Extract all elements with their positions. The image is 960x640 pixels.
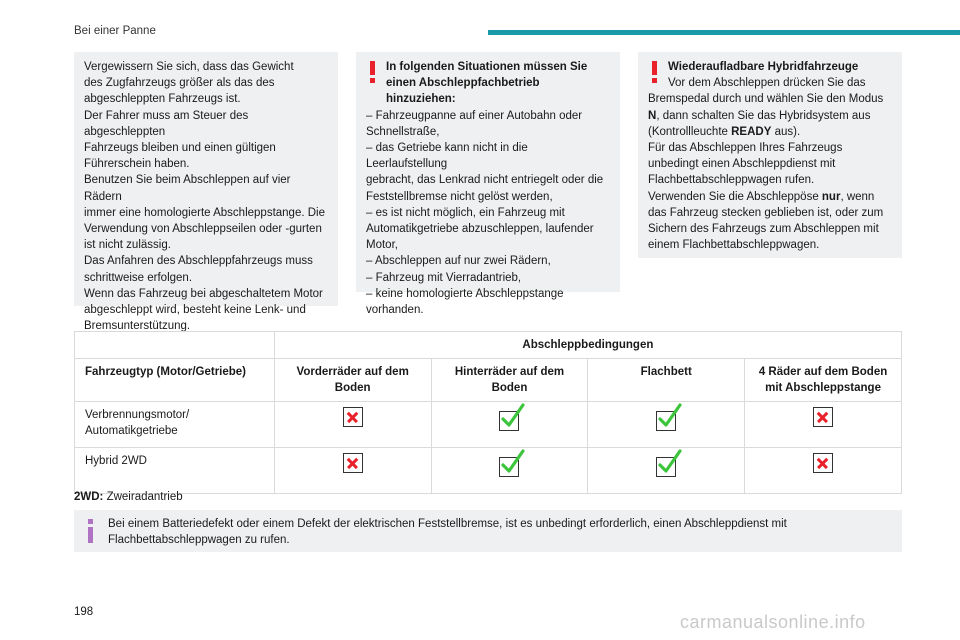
text-line: vorhanden. (366, 304, 424, 317)
text-line: einem Flachbettabschleppwagen. (648, 239, 820, 252)
text-line: abgeschleppten Fahrzeugs ist. (84, 93, 241, 106)
check-icon (656, 411, 676, 431)
info-text: Bei einem Batteriedefekt oder einem Defekt der elektrischen Feststellbremse, ist es unbedingt erforderlich, einen Abschleppdienst mit Flachbettabschleppwagen zu rufen. (108, 518, 787, 547)
text-line: Motor, (366, 239, 398, 252)
text-line (648, 108, 892, 124)
text-line: gebracht, das Lenkrad nicht entriegelt oder die (366, 174, 604, 187)
text-span: Verwenden Sie die Abschleppöse (648, 190, 822, 203)
footnote-text: Zweiradantrieb (103, 491, 183, 503)
text-line: Benutzen Sie beim Abschleppen auf vier Rädern (84, 174, 291, 203)
warning-icon (370, 61, 376, 83)
nur-label: nur (821, 190, 841, 203)
mark-cell (274, 448, 431, 494)
text-line: – das Getriebe kann nicht in die Leerlaufstellung (366, 142, 528, 171)
ready-label: READY (731, 125, 772, 138)
text-line: Wenn das Fahrzeug bei abgeschaltetem Motor (84, 287, 323, 300)
row-label: Verbrennungsmotor/ Automatikgetriebe (75, 402, 275, 448)
info-box (74, 510, 902, 552)
text-line: ist nicht zulässig. (84, 239, 171, 252)
table-row (75, 448, 902, 494)
text-line: Für das Abschleppen Ihres Fahrzeugs (648, 142, 843, 155)
mark-cell (274, 402, 431, 448)
text-line: das Fahrzeug stecken geblieben ist, oder zum (648, 206, 884, 219)
professional-towing-warning-box (356, 52, 620, 317)
text-line: Automatikgetriebe abzuschleppen, laufender (366, 223, 594, 236)
header-accent-bar (488, 30, 960, 35)
mark-cell (431, 402, 588, 448)
hybrid-warning-box (638, 52, 902, 258)
cross-icon (343, 407, 363, 427)
text-line: Flachbettabschleppwagen rufen. (648, 174, 815, 187)
towing-advice-box (74, 52, 338, 333)
group-header: Abschleppbedingungen (274, 332, 901, 359)
mark-cell (745, 448, 902, 494)
text-span: (Kontrollleuchte (648, 125, 732, 138)
text-line: – Fahrzeugpanne auf einer Autobahn oder (366, 109, 583, 122)
col-header-vehicle-type: Fahrzeugtyp (Motor/Getriebe) (75, 359, 275, 402)
text-line: des Zugfahrzeugs größer als das des (84, 77, 275, 90)
text-line: Vor dem Abschleppen drücken Sie das (668, 77, 866, 90)
section-header: Bei einer Panne (74, 25, 156, 37)
col-header-flatbed: Flachbett (588, 359, 745, 402)
towing-conditions-table (74, 331, 902, 494)
mark-cell (588, 402, 745, 448)
check-icon (499, 411, 519, 431)
text-line: Bremspedal durch und wählen Sie den Modus (648, 93, 884, 106)
cross-icon (813, 453, 833, 473)
text-line: Sichern des Fahrzeugs zum Abschleppen mit (648, 223, 879, 236)
row-label: Hybrid 2WD (75, 448, 275, 494)
warning-title: einen Abschleppfachbetrieb hinzuziehen: (386, 77, 540, 106)
text-line: Das Anfahren des Abschleppfahrzeugs muss (84, 255, 313, 268)
text-line: abgeschleppt wird, besteht keine Lenk- und (84, 304, 306, 317)
warning-title: In folgenden Situationen müssen Sie (386, 61, 588, 73)
text-line: Führerschein haben. (84, 158, 190, 171)
footnote (74, 491, 183, 503)
text-line: Schnellstraße, (366, 125, 440, 138)
text-span: , wenn (840, 190, 875, 203)
table-row (75, 402, 902, 448)
warning-icon (652, 61, 658, 83)
warning-title: Wiederaufladbare Hybridfahrzeuge (668, 61, 859, 73)
mode-n-label: N (648, 109, 657, 122)
check-icon (656, 457, 676, 477)
text-line: Der Fahrer muss am Steuer des abgeschleppten (84, 109, 249, 138)
table-corner-cell (75, 332, 275, 359)
watermark: carmanualsonline.info (680, 612, 866, 632)
info-icon (88, 519, 93, 543)
footnote-term: 2WD: (74, 491, 104, 503)
cross-icon (343, 453, 363, 473)
text-line: Verwendung von Abschleppseilen oder -gurten (84, 223, 322, 236)
mark-cell (745, 402, 902, 448)
text-line (648, 189, 892, 205)
check-icon (499, 457, 519, 477)
cross-icon (813, 407, 833, 427)
text-line: unbedingt einen Abschleppdienst mit (648, 158, 836, 171)
text-line: – Fahrzeug mit Vierradantrieb, (366, 271, 522, 284)
mark-cell (431, 448, 588, 494)
col-header-rear-wheels: Hinterräder auf dem Boden (431, 359, 588, 402)
text-line: Bremsunterstützung. (84, 320, 191, 333)
col-header-four-wheels: 4 Räder auf dem Boden mit Abschleppstange (745, 359, 902, 402)
text-line: Vergewissern Sie sich, dass das Gewicht (84, 61, 294, 73)
text-line: Feststellbremse nicht gelöst werden, (366, 190, 553, 203)
mark-cell (588, 448, 745, 494)
text-line: – Abschleppen auf nur zwei Rädern, (366, 255, 551, 268)
text-line: – es ist nicht möglich, ein Fahrzeug mit (366, 206, 565, 219)
text-line (648, 124, 892, 140)
text-line: Fahrzeugs bleiben und einen gültigen (84, 142, 276, 155)
text-span: , dann schalten Sie das Hybridsystem aus (656, 109, 871, 122)
text-span: aus). (771, 125, 801, 138)
table-header-row (75, 359, 902, 402)
text-line: immer eine homologierte Abschleppstange. Die (84, 206, 325, 219)
text-line: – keine homologierte Abschleppstange (366, 287, 564, 300)
page-number: 198 (74, 606, 94, 618)
table-group-header-row (75, 332, 902, 359)
col-header-front-wheels: Vorderräder auf dem Boden (274, 359, 431, 402)
text-line: schrittweise erfolgen. (84, 271, 193, 284)
